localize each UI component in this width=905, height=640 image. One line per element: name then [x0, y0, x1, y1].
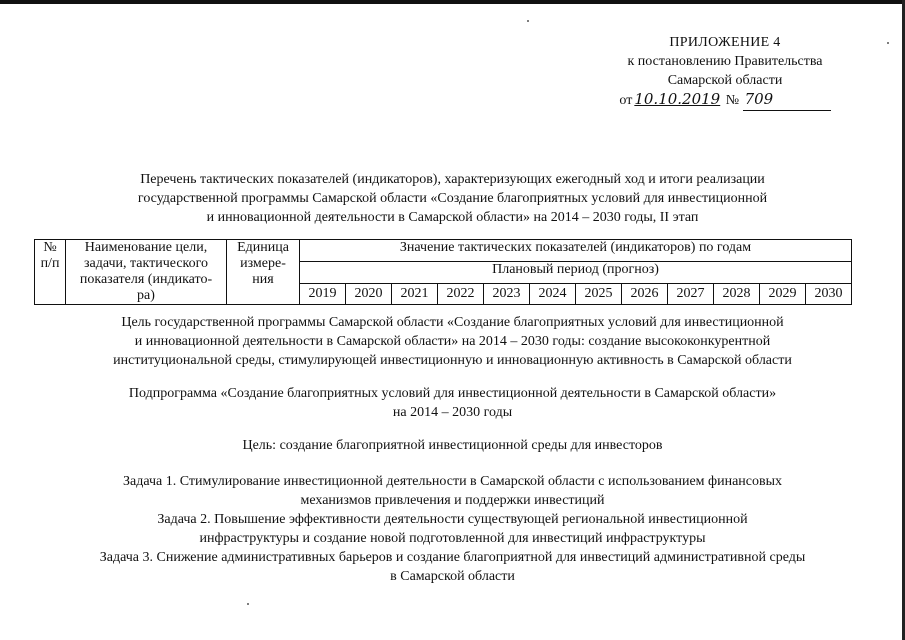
values-header: Значение тактических показателей (индикаторов) по годам	[300, 240, 852, 262]
task-3-line: Задача 3. Снижение административных барьеров и создание благоприятной для инвестиций административной среды	[99, 550, 806, 565]
plan-period-header: Плановый период (прогноз)	[300, 262, 852, 284]
document-title-line: и инновационной деятельности в Самарской области» на 2014 – 2030 годы, II этап	[206, 210, 699, 225]
col-unit-header: Единица измере- ния	[227, 240, 300, 305]
appendix-title: ПРИЛОЖЕНИЕ 4	[669, 35, 781, 50]
task-1-line: Задача 1. Стимулирование инвестиционной деятельности в Самарской области с использованием финансовых	[122, 474, 783, 489]
year-cell: 2025	[576, 284, 622, 305]
col-name-header: Наименование цели, задачи, тактического показателя (индикато- ра)	[66, 240, 227, 305]
program-goal	[40, 313, 865, 370]
year-cell: 2020	[346, 284, 392, 305]
year-cell: 2021	[392, 284, 438, 305]
document-title	[40, 170, 865, 227]
program-goal-line: институциональной среды, стимулирующей инвестиционную и инновационную активность в Самарской области	[113, 353, 792, 368]
year-cell: 2027	[668, 284, 714, 305]
scan-speck	[247, 603, 249, 605]
year-cell: 2028	[714, 284, 760, 305]
task-1-line: механизмов привлечения и поддержки инвестиций	[300, 493, 605, 508]
program-goal-line: Цель государственной программы Самарской области «Создание благоприятных условий для инвестиционной	[121, 315, 784, 330]
number-prefix: №	[725, 93, 740, 108]
appendix-date-number	[560, 90, 890, 111]
year-cell: 2022	[438, 284, 484, 305]
appendix-line-2: Самарской области	[667, 73, 783, 88]
document-title-line: государственной программы Самарской области «Создание благоприятных условий для инвестиционной	[137, 191, 768, 206]
indicators-table	[34, 239, 852, 305]
document-title-line: Перечень тактических показателей (индикаторов), характеризующих ежегодный ход и итоги реализации	[140, 172, 765, 187]
tasks-block	[40, 472, 865, 586]
date-prefix: от	[619, 93, 633, 108]
subprogram-goal: Цель: создание благоприятной инвестиционной среды для инвесторов	[242, 438, 663, 453]
program-goal-line: и инновационной деятельности в Самарской области» на 2014 – 2030 годы: создание высококонкурентной	[134, 334, 771, 349]
appendix-line-1: к постановлению Правительства	[627, 54, 823, 69]
subprogram-title	[40, 384, 865, 422]
handwritten-date: 10.10.2019	[634, 90, 721, 108]
scan-speck	[527, 20, 529, 22]
year-cell: 2023	[484, 284, 530, 305]
col-number-header: № п/п	[35, 240, 66, 305]
year-cell: 2019	[300, 284, 346, 305]
subprogram-title-line: Подпрограмма «Создание благоприятных условий для инвестиционной деятельности в Самарской области»	[128, 386, 777, 401]
year-cell: 2024	[530, 284, 576, 305]
year-cell: 2029	[760, 284, 806, 305]
subprogram-title-line: на 2014 – 2030 годы	[392, 405, 513, 420]
year-cell: 2030	[806, 284, 852, 305]
appendix-header	[560, 33, 890, 111]
task-2-line: Задача 2. Повышение эффективности деятельности существующей региональной инвестиционной	[157, 512, 748, 527]
task-3-line: в Самарской области	[390, 569, 515, 584]
task-2-line: инфраструктуры и создание новой подготовленной для инвестиций инфраструктуры	[199, 531, 706, 546]
scan-top-border	[0, 0, 905, 4]
handwritten-number: 709	[744, 90, 774, 108]
year-cell: 2026	[622, 284, 668, 305]
